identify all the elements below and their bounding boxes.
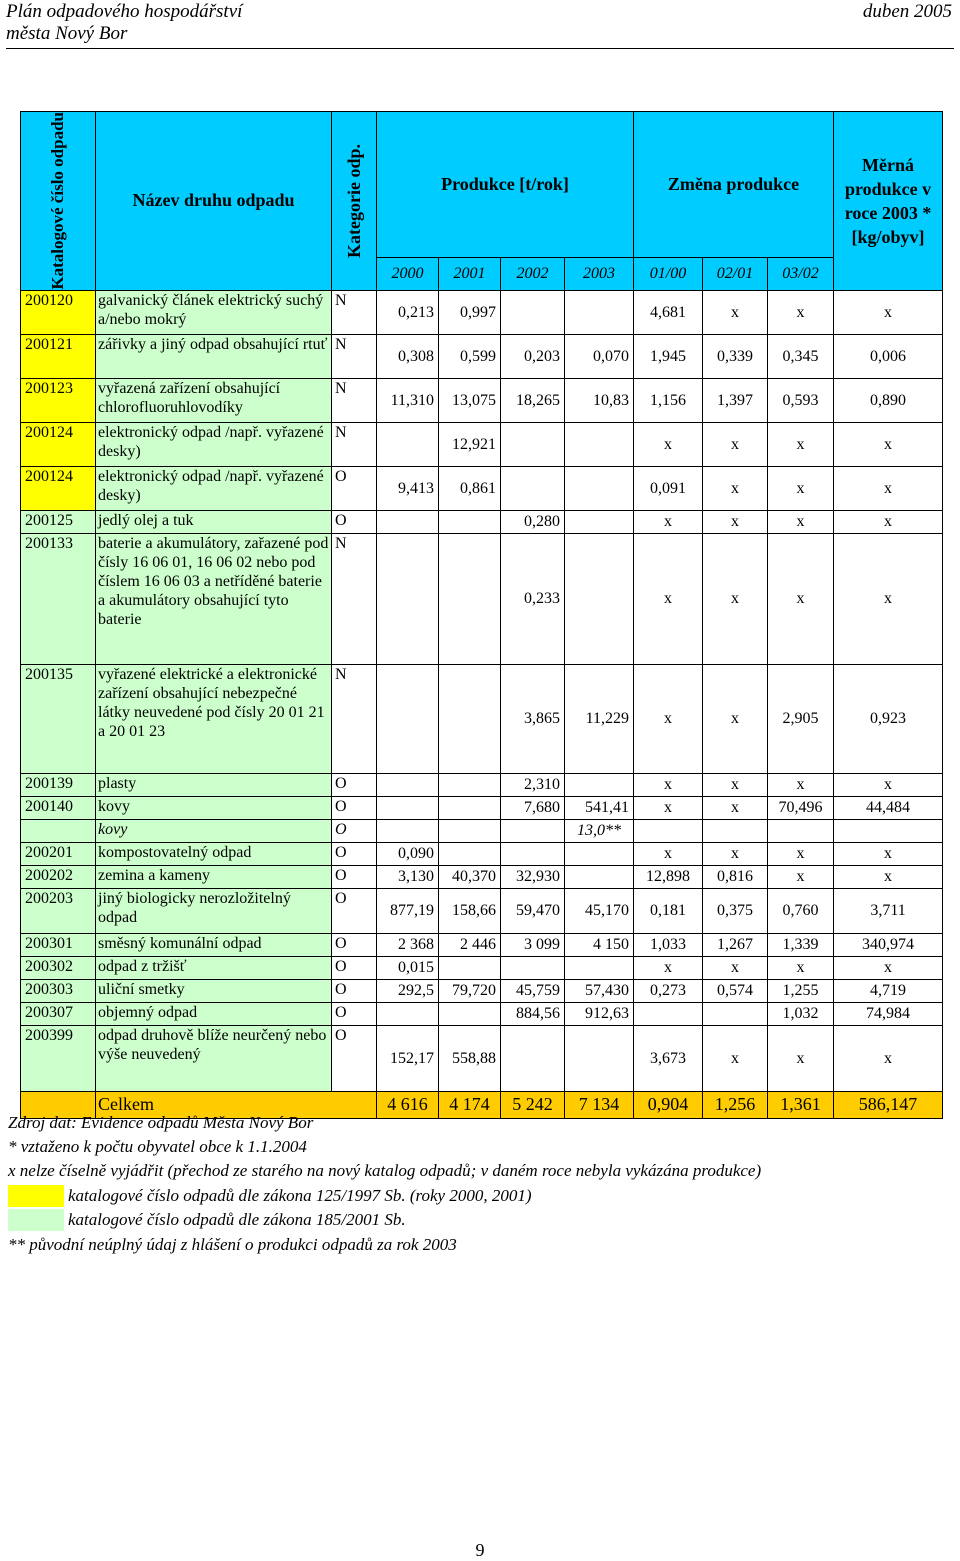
change-02-01: x [703, 466, 768, 510]
production-2001: 0,861 [439, 466, 501, 510]
change-03-02: x [768, 290, 834, 334]
header-change: Změna produkce [634, 112, 834, 258]
change-03-02: 1,339 [768, 933, 834, 956]
production-2000 [377, 796, 439, 819]
waste-category: N [332, 533, 377, 664]
specific-production: 44,484 [834, 796, 943, 819]
change-02-01: 0,816 [703, 865, 768, 888]
production-2000: 0,015 [377, 956, 439, 979]
header-change-period: 03/02 [768, 257, 834, 290]
note-yellow: katalogové číslo odpadů dle zákona 125/1997 Sb. (roky 2000, 2001) [68, 1186, 532, 1205]
production-2000: 11,310 [377, 378, 439, 422]
waste-name: vyřazená zařízení obsahující chlorofluoruhlovodíky [96, 378, 332, 422]
legend-yellow-swatch [8, 1185, 64, 1207]
production-2001 [439, 796, 501, 819]
change-01-00: x [634, 533, 703, 664]
production-2001 [439, 956, 501, 979]
change-03-02: x [768, 533, 834, 664]
header-specific: Měrná produkce v roce 2003 * [kg/obyv] [834, 112, 943, 291]
change-01-00: 3,673 [634, 1025, 703, 1091]
total-change-02-01: 1,256 [703, 1091, 768, 1118]
total-label: Celkem [96, 1091, 377, 1118]
change-01-00: 1,945 [634, 334, 703, 378]
production-2002: 59,470 [501, 888, 565, 933]
change-01-00: 0,181 [634, 888, 703, 933]
production-2000 [377, 510, 439, 533]
document-header-left [6, 1, 242, 45]
waste-name: baterie a akumulátory, zařazené pod čísly 16 06 01, 16 06 02 nebo pod číslem 16 06 03 a netříděné baterie a akumulátory obsahující tyto baterie [96, 533, 332, 664]
waste-name: elektronický odpad /např. vyřazené desky) [96, 422, 332, 466]
table-row [21, 842, 943, 865]
waste-category: N [332, 378, 377, 422]
page-number: 9 [475, 1540, 485, 1560]
change-01-00: x [634, 510, 703, 533]
production-2000 [377, 1002, 439, 1025]
production-2001 [439, 842, 501, 865]
waste-category: O [332, 1002, 377, 1025]
waste-code: 200307 [21, 1002, 96, 1025]
production-2002 [501, 819, 565, 842]
change-02-01: x [703, 533, 768, 664]
note-x: x nelze číselně vyjádřit (přechod ze starého na nový katalog odpadů; v daném roce nebyla vykázána produkce) [8, 1161, 762, 1180]
specific-production: x [834, 533, 943, 664]
change-02-01 [703, 819, 768, 842]
specific-production: 340,974 [834, 933, 943, 956]
waste-category: O [332, 933, 377, 956]
production-2003: 10,83 [565, 378, 634, 422]
specific-production: 3,711 [834, 888, 943, 933]
change-03-02: x [768, 956, 834, 979]
production-2001: 2 446 [439, 933, 501, 956]
production-2000: 0,213 [377, 290, 439, 334]
specific-production: 0,006 [834, 334, 943, 378]
production-2002: 45,759 [501, 979, 565, 1002]
waste-category: O [332, 510, 377, 533]
waste-category: O [332, 796, 377, 819]
change-01-00: 0,091 [634, 466, 703, 510]
waste-category: O [332, 888, 377, 933]
change-02-01: x [703, 422, 768, 466]
production-2000 [377, 533, 439, 664]
change-03-02: 70,496 [768, 796, 834, 819]
production-2000 [377, 664, 439, 773]
change-02-01: 1,397 [703, 378, 768, 422]
change-03-02: 2,905 [768, 664, 834, 773]
change-01-00: 12,898 [634, 865, 703, 888]
production-2000: 877,19 [377, 888, 439, 933]
change-03-02: x [768, 466, 834, 510]
production-2000: 292,5 [377, 979, 439, 1002]
production-2003: 541,41 [565, 796, 634, 819]
total-change-03-02: 1,361 [768, 1091, 834, 1118]
note-source: Zdroj dat: Evidence odpadů Města Nový Bor [8, 1113, 314, 1132]
header-year: 2002 [501, 257, 565, 290]
waste-category: O [332, 865, 377, 888]
waste-name: jiný biologicky nerozložitelný odpad [96, 888, 332, 933]
table-row [21, 334, 943, 378]
waste-category: N [332, 664, 377, 773]
production-2002 [501, 466, 565, 510]
production-2003: 11,229 [565, 664, 634, 773]
note-green: katalogové číslo odpadů dle zákona 185/2001 Sb. [68, 1210, 406, 1229]
change-02-01: x [703, 956, 768, 979]
specific-production: x [834, 1025, 943, 1091]
production-2001 [439, 664, 501, 773]
change-03-02: 1,032 [768, 1002, 834, 1025]
change-01-00: x [634, 773, 703, 796]
production-2001 [439, 533, 501, 664]
specific-production: x [834, 422, 943, 466]
specific-production: x [834, 773, 943, 796]
production-2003: 57,430 [565, 979, 634, 1002]
header-change-period: 02/01 [703, 257, 768, 290]
production-2002: 32,930 [501, 865, 565, 888]
waste-name: uliční smetky [96, 979, 332, 1002]
table-row [21, 933, 943, 956]
production-2003 [565, 842, 634, 865]
waste-code: 200140 [21, 796, 96, 819]
waste-code: 200202 [21, 865, 96, 888]
waste-name: jedlý olej a tuk [96, 510, 332, 533]
table-row [21, 664, 943, 773]
production-2003 [565, 773, 634, 796]
production-2002 [501, 842, 565, 865]
production-2002: 0,233 [501, 533, 565, 664]
production-2001 [439, 773, 501, 796]
production-2003 [565, 865, 634, 888]
change-03-02: x [768, 510, 834, 533]
change-03-02: 0,760 [768, 888, 834, 933]
table-row [21, 1025, 943, 1091]
legend-green-swatch [8, 1209, 64, 1231]
change-02-01: x [703, 664, 768, 773]
change-01-00: x [634, 796, 703, 819]
specific-production: 0,923 [834, 664, 943, 773]
specific-production: x [834, 956, 943, 979]
production-2001: 12,921 [439, 422, 501, 466]
change-02-01 [703, 1002, 768, 1025]
waste-category: O [332, 773, 377, 796]
waste-code: 200201 [21, 842, 96, 865]
waste-name: zemina a kameny [96, 865, 332, 888]
production-2003 [565, 510, 634, 533]
production-2001: 158,66 [439, 888, 501, 933]
header-year: 2003 [565, 257, 634, 290]
header-change-period: 01/00 [634, 257, 703, 290]
header-date: duben 2005 [862, 1, 952, 22]
production-2003 [565, 422, 634, 466]
specific-production [834, 819, 943, 842]
waste-code: 200120 [21, 290, 96, 334]
table-row [21, 290, 943, 334]
total-2003: 7 134 [565, 1091, 634, 1118]
table-row [21, 466, 943, 510]
production-2001: 0,997 [439, 290, 501, 334]
waste-name: plasty [96, 773, 332, 796]
change-01-00: 0,273 [634, 979, 703, 1002]
waste-code: 200121 [21, 334, 96, 378]
table-row [21, 819, 943, 842]
change-02-01: x [703, 1025, 768, 1091]
waste-code: 200302 [21, 956, 96, 979]
change-03-02: 1,255 [768, 979, 834, 1002]
production-2000 [377, 773, 439, 796]
change-01-00: x [634, 664, 703, 773]
table-row [21, 422, 943, 466]
production-2001 [439, 819, 501, 842]
table-row [21, 956, 943, 979]
header-production: Produkce [t/rok] [377, 112, 634, 258]
waste-name: kompostovatelný odpad [96, 842, 332, 865]
change-02-01: x [703, 290, 768, 334]
waste-name: zářivky a jiný odpad obsahující rtuť [96, 334, 332, 378]
production-2000: 0,090 [377, 842, 439, 865]
waste-code: 200135 [21, 664, 96, 773]
waste-code [21, 819, 96, 842]
total-2000: 4 616 [377, 1091, 439, 1118]
waste-name: objemný odpad [96, 1002, 332, 1025]
waste-name: kovy [96, 819, 332, 842]
production-2001: 13,075 [439, 378, 501, 422]
waste-code: 200399 [21, 1025, 96, 1091]
change-01-00: x [634, 956, 703, 979]
production-2000: 3,130 [377, 865, 439, 888]
waste-name: směsný komunální odpad [96, 933, 332, 956]
waste-category: O [332, 956, 377, 979]
change-02-01: 1,267 [703, 933, 768, 956]
change-03-02: x [768, 422, 834, 466]
header-year: 2000 [377, 257, 439, 290]
production-2003: 0,070 [565, 334, 634, 378]
waste-category: N [332, 290, 377, 334]
table-row [21, 378, 943, 422]
total-change-01-00: 0,904 [634, 1091, 703, 1118]
note-incomplete: ** původní neúplný údaj z hlášení o produkci odpadů za rok 2003 [8, 1235, 457, 1254]
specific-production: x [834, 842, 943, 865]
table-body [21, 290, 943, 1118]
production-2003 [565, 290, 634, 334]
change-01-00: 1,033 [634, 933, 703, 956]
change-03-02: x [768, 1025, 834, 1091]
production-2000 [377, 422, 439, 466]
waste-category: O [332, 842, 377, 865]
production-2001 [439, 1002, 501, 1025]
waste-code: 200139 [21, 773, 96, 796]
waste-name: vyřazené elektrické a elektronické zařízení obsahující nebezpečné látky neuvedené pod čísly 20 01 21 a 20 01 23 [96, 664, 332, 773]
waste-name: odpad druhově blíže neurčený nebo výše neuvedený [96, 1025, 332, 1091]
table-row [21, 796, 943, 819]
production-2000: 2 368 [377, 933, 439, 956]
production-2002 [501, 1025, 565, 1091]
waste-production-table [20, 111, 943, 1119]
production-2002 [501, 290, 565, 334]
change-03-02: 0,593 [768, 378, 834, 422]
change-03-02 [768, 819, 834, 842]
waste-code: 200123 [21, 378, 96, 422]
specific-production: x [834, 865, 943, 888]
specific-production: 74,984 [834, 1002, 943, 1025]
waste-category: O [332, 979, 377, 1002]
waste-code: 200124 [21, 466, 96, 510]
change-03-02: x [768, 773, 834, 796]
header-name: Název druhu odpadu [96, 112, 332, 291]
table-row [21, 533, 943, 664]
production-2002: 884,56 [501, 1002, 565, 1025]
production-2003 [565, 1025, 634, 1091]
waste-category: O [332, 466, 377, 510]
change-02-01: x [703, 773, 768, 796]
header-rule [6, 48, 954, 49]
production-2000: 0,308 [377, 334, 439, 378]
header-code: Katalogové číslo odpadu [21, 112, 96, 291]
header-year: 2001 [439, 257, 501, 290]
header-category: Kategorie odp. [332, 112, 377, 291]
production-2002 [501, 956, 565, 979]
specific-production: x [834, 510, 943, 533]
production-2002: 18,265 [501, 378, 565, 422]
specific-production: 4,719 [834, 979, 943, 1002]
change-02-01: 0,574 [703, 979, 768, 1002]
production-2002: 3 099 [501, 933, 565, 956]
production-2002: 0,280 [501, 510, 565, 533]
production-2001 [439, 510, 501, 533]
change-01-00: 1,156 [634, 378, 703, 422]
production-2000: 9,413 [377, 466, 439, 510]
waste-code: 200124 [21, 422, 96, 466]
production-2003: 45,170 [565, 888, 634, 933]
production-2001: 79,720 [439, 979, 501, 1002]
change-02-01: x [703, 796, 768, 819]
change-03-02: x [768, 842, 834, 865]
header-subtitle: města Nový Bor [6, 23, 128, 44]
specific-production: x [834, 290, 943, 334]
table-row [21, 888, 943, 933]
production-2003 [565, 466, 634, 510]
table-row [21, 865, 943, 888]
waste-code: 200133 [21, 533, 96, 664]
waste-code: 200303 [21, 979, 96, 1002]
change-02-01: 0,375 [703, 888, 768, 933]
production-2002: 7,680 [501, 796, 565, 819]
waste-name: odpad z tržišť [96, 956, 332, 979]
production-2002: 0,203 [501, 334, 565, 378]
waste-category: O [332, 819, 377, 842]
production-2002: 2,310 [501, 773, 565, 796]
specific-production: x [834, 466, 943, 510]
specific-production: 0,890 [834, 378, 943, 422]
change-01-00: 4,681 [634, 290, 703, 334]
production-2003 [565, 533, 634, 664]
note-per-capita: * vztaženo k počtu obyvatel obce k 1.1.2004 [8, 1137, 307, 1156]
production-2001: 40,370 [439, 865, 501, 888]
production-2003 [565, 956, 634, 979]
change-02-01: x [703, 510, 768, 533]
production-2001: 558,88 [439, 1025, 501, 1091]
table-row [21, 979, 943, 1002]
total-2001: 4 174 [439, 1091, 501, 1118]
waste-code: 200301 [21, 933, 96, 956]
waste-category: N [332, 334, 377, 378]
production-2002: 3,865 [501, 664, 565, 773]
waste-name: kovy [96, 796, 332, 819]
production-2003: 912,63 [565, 1002, 634, 1025]
change-01-00: x [634, 422, 703, 466]
change-02-01: 0,339 [703, 334, 768, 378]
production-2000 [377, 819, 439, 842]
waste-name: galvanický článek elektrický suchý a/nebo mokrý [96, 290, 332, 334]
production-2003: 13,0** [565, 819, 634, 842]
table-row [21, 1002, 943, 1025]
waste-name: elektronický odpad /např. vyřazené desky) [96, 466, 332, 510]
change-01-00: x [634, 842, 703, 865]
header-title: Plán odpadového hospodářství [6, 1, 243, 22]
production-2001: 0,599 [439, 334, 501, 378]
waste-code: 200125 [21, 510, 96, 533]
change-03-02: 0,345 [768, 334, 834, 378]
change-03-02: x [768, 865, 834, 888]
change-01-00 [634, 819, 703, 842]
waste-category: O [332, 1025, 377, 1091]
waste-category: N [332, 422, 377, 466]
production-2000: 152,17 [377, 1025, 439, 1091]
total-specific: 586,147 [834, 1091, 943, 1118]
change-02-01: x [703, 842, 768, 865]
production-2002 [501, 422, 565, 466]
table-row [21, 773, 943, 796]
total-2002: 5 242 [501, 1091, 565, 1118]
table-row [21, 510, 943, 533]
change-01-00 [634, 1002, 703, 1025]
production-2003: 4 150 [565, 933, 634, 956]
waste-code: 200203 [21, 888, 96, 933]
